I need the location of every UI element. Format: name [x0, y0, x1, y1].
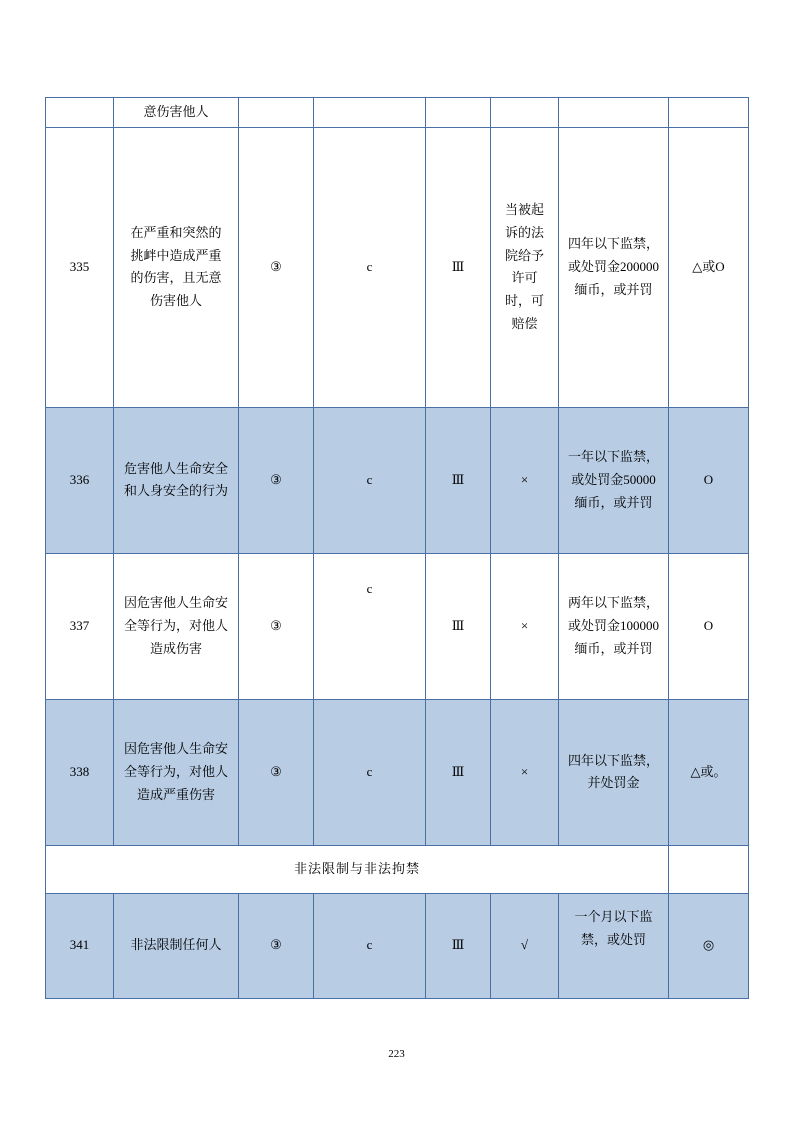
cell-penalty: 两年以下监禁，或处罚金100000 缅币，或并罚: [559, 553, 669, 699]
cell-symbol: ×: [491, 553, 559, 699]
cell-result: △或O: [669, 127, 749, 407]
cell-markc: c: [314, 553, 426, 699]
cell-symbol: 当被起诉的法院给予许可时，可赔偿: [491, 127, 559, 407]
table-row: [46, 127, 749, 407]
cell-number: 341: [46, 893, 114, 998]
cell-description: 因危害他人生命安全等行为，对他人造成严重伤害: [114, 699, 239, 845]
cell-result: [669, 845, 749, 893]
cell-penalty: 一个月以下监禁，或处罚: [559, 893, 669, 998]
section-title: 非法限制与非法拘禁: [46, 845, 669, 893]
cell-roman: Ⅲ: [426, 127, 491, 407]
cell-mark3: ③: [239, 127, 314, 407]
cell-mark3: [239, 98, 314, 128]
cell-description: 意伤害他人: [114, 98, 239, 128]
law-table: [45, 97, 749, 999]
cell-roman: Ⅲ: [426, 407, 491, 553]
cell-symbol: [491, 98, 559, 128]
cell-description: 因危害他人生命安全等行为，对他人造成伤害: [114, 553, 239, 699]
page-number: 223: [388, 1048, 405, 1060]
cell-penalty: 一年以下监禁，或处罚金50000 缅币，或并罚: [559, 407, 669, 553]
cell-number: 335: [46, 127, 114, 407]
cell-mark3: ③: [239, 699, 314, 845]
cell-markc: c: [314, 407, 426, 553]
cell-mark3: ③: [239, 407, 314, 553]
cell-penalty: 四年以下监禁，或处罚金200000 缅币，或并罚: [559, 127, 669, 407]
cell-mark3: ③: [239, 553, 314, 699]
cell-mark3: ③: [239, 893, 314, 998]
cell-result: O: [669, 407, 749, 553]
cell-markc: c: [314, 893, 426, 998]
table-row: [46, 407, 749, 553]
cell-number: 336: [46, 407, 114, 553]
cell-symbol: ×: [491, 699, 559, 845]
cell-symbol: √: [491, 893, 559, 998]
law-table-container: [45, 97, 748, 999]
table-row: [46, 893, 749, 998]
table-row: [46, 98, 749, 128]
cell-result: ◎: [669, 893, 749, 998]
cell-penalty: 四年以下监禁，并处罚金: [559, 699, 669, 845]
table-row-section: [46, 845, 749, 893]
table-row: [46, 699, 749, 845]
cell-number: 338: [46, 699, 114, 845]
cell-penalty: [559, 98, 669, 128]
cell-markc: [314, 98, 426, 128]
table-row: [46, 553, 749, 699]
cell-roman: Ⅲ: [426, 893, 491, 998]
cell-description: 在严重和突然的挑衅中造成严重的伤害，且无意伤害他人: [114, 127, 239, 407]
cell-description: 非法限制任何人: [114, 893, 239, 998]
cell-roman: Ⅲ: [426, 699, 491, 845]
cell-description: 危害他人生命安全和人身安全的行为: [114, 407, 239, 553]
cell-result: O: [669, 553, 749, 699]
cell-symbol: ×: [491, 407, 559, 553]
cell-roman: [426, 98, 491, 128]
cell-number: 337: [46, 553, 114, 699]
cell-markc: c: [314, 127, 426, 407]
cell-number: [46, 98, 114, 128]
cell-result: [669, 98, 749, 128]
cell-result: △或。: [669, 699, 749, 845]
cell-markc: c: [314, 699, 426, 845]
cell-roman: Ⅲ: [426, 553, 491, 699]
